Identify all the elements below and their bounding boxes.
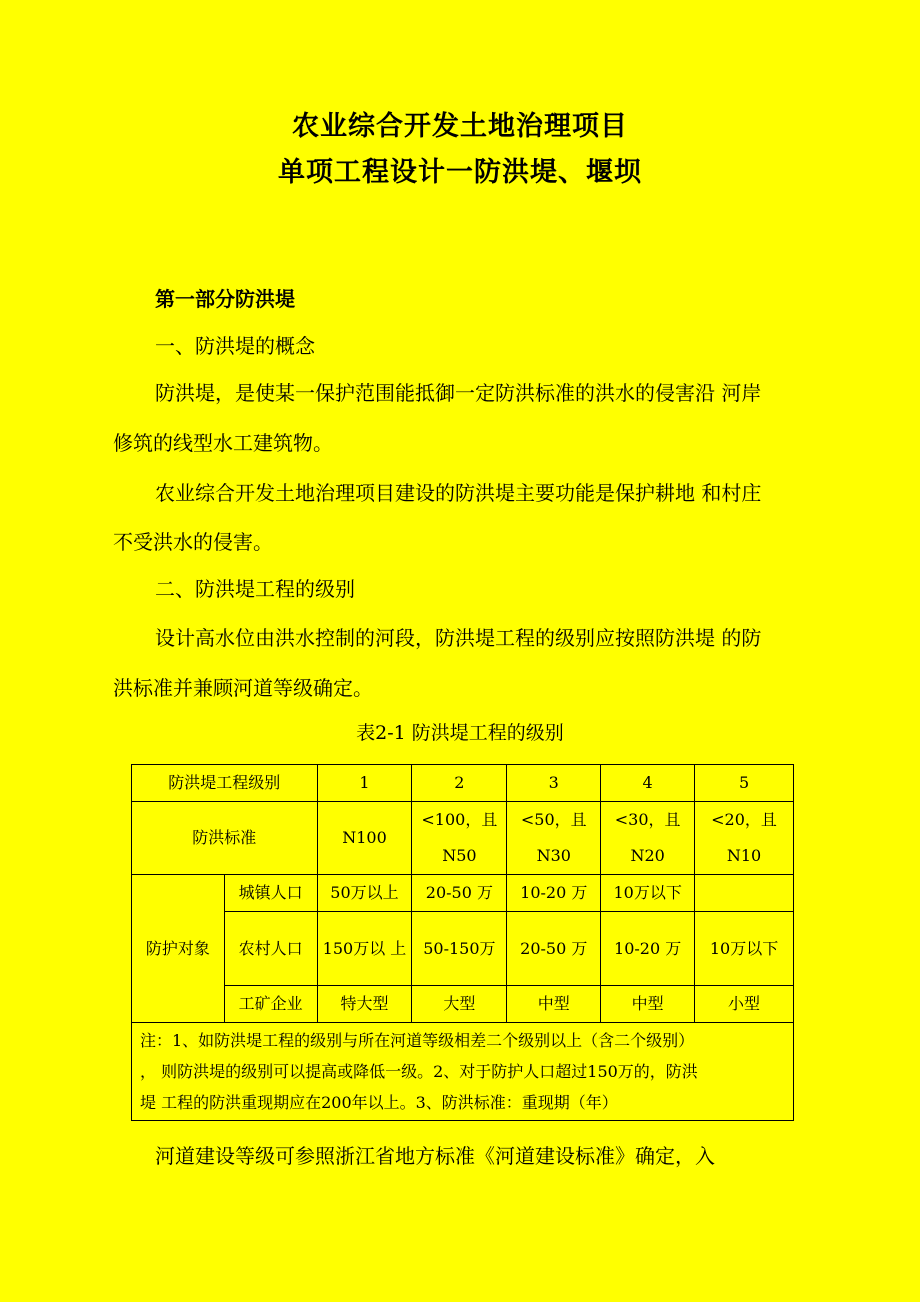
- table-cell: 大型: [412, 986, 507, 1023]
- section1-para1-line2: 修筑的线型水工建筑物。: [113, 431, 333, 455]
- table-cell: 10-20 万: [507, 875, 601, 912]
- row-label-cell: 工矿企业: [224, 986, 317, 1023]
- table-row: [132, 875, 794, 912]
- table-row: [132, 912, 794, 986]
- row-label-cell: 农村人口: [224, 912, 317, 986]
- section1-para1-line1: 防洪堤，是使某一保护范围能抵御一定防洪标准的洪水的侵害沿 河岸: [155, 381, 762, 405]
- table-row: [132, 1023, 794, 1121]
- table-cell: 10-20 万: [601, 912, 695, 986]
- section2-para1-line2: 洪标准并兼顾河道等级确定。: [113, 676, 373, 700]
- grade-cell: 2: [412, 765, 507, 802]
- note-line: 注：1、如防洪堤工程的级别与所在河道等级相差二个级别以上（含二个级别）: [140, 1031, 695, 1050]
- standard-cell: <100，且 N50: [412, 802, 507, 875]
- grade-cell: 4: [601, 765, 695, 802]
- standard-cell: N100: [317, 802, 412, 875]
- section1-para2-line1: 农业综合开发土地治理项目建设的防洪堤主要功能是保护耕地 和村庄: [155, 481, 762, 505]
- table-cell: 中型: [601, 986, 695, 1023]
- grade-cell: 5: [695, 765, 794, 802]
- standard-cell: <50，且 N30: [507, 802, 601, 875]
- grade-cell: 1: [317, 765, 412, 802]
- grade-table: [131, 764, 794, 1121]
- table-cell: 中型: [507, 986, 601, 1023]
- grade-cell: 3: [507, 765, 601, 802]
- row-label-cell: 城镇人口: [224, 875, 317, 912]
- standard-cell: <20，且 N10: [695, 802, 794, 875]
- standard-cell: <30，且 N20: [601, 802, 695, 875]
- standard-label-cell: 防洪标准: [132, 802, 318, 875]
- part-heading: 第一部分防洪堤: [155, 287, 295, 311]
- note-line: ， 则防洪堤的级别可以提高或降低一级。2、对于防护人口超过150万的，防洪: [140, 1062, 698, 1081]
- table-cell: 50-150万: [412, 912, 507, 986]
- table-cell: 20-50 万: [412, 875, 507, 912]
- table-cell: 50万以上: [317, 875, 412, 912]
- table-cell: 10万以下: [601, 875, 695, 912]
- table-row: [132, 802, 794, 875]
- table-row: [132, 765, 794, 802]
- table-row: [132, 986, 794, 1023]
- protect-label-cell: 防护对象: [132, 875, 225, 1023]
- table-cell: 10万以下: [695, 912, 794, 986]
- table-note: [132, 1023, 794, 1121]
- note-line: 堤 工程的防洪重现期应在200年以上。3、防洪标准：重现期（年）: [140, 1093, 618, 1112]
- tail-paragraph-line: 河道建设等级可参照浙江省地方标准《河道建设标准》确定，入: [155, 1144, 715, 1168]
- section1-para2-line2: 不受洪水的侵害。: [113, 530, 273, 554]
- section2-para1-line1: 设计高水位由洪水控制的河段，防洪堤工程的级别应按照防洪堤 的防: [155, 626, 762, 650]
- section1-heading: 一、防洪堤的概念: [155, 334, 315, 358]
- table-cell: 特大型: [317, 986, 412, 1023]
- table-cell: 20-50 万: [507, 912, 601, 986]
- section2-heading: 二、防洪堤工程的级别: [155, 577, 355, 601]
- table-cell: 小型: [695, 986, 794, 1023]
- table-cell: 150万以 上: [317, 912, 412, 986]
- header-label-cell: 防洪堤工程级别: [132, 765, 318, 802]
- doc-title-line2: 单项工程设计一防洪堤、堰坝: [278, 157, 642, 188]
- table-cell: [695, 875, 794, 912]
- doc-title-line1: 农业综合开发土地治理项目: [292, 111, 628, 142]
- table-caption: 表2-1 防洪堤工程的级别: [356, 722, 564, 744]
